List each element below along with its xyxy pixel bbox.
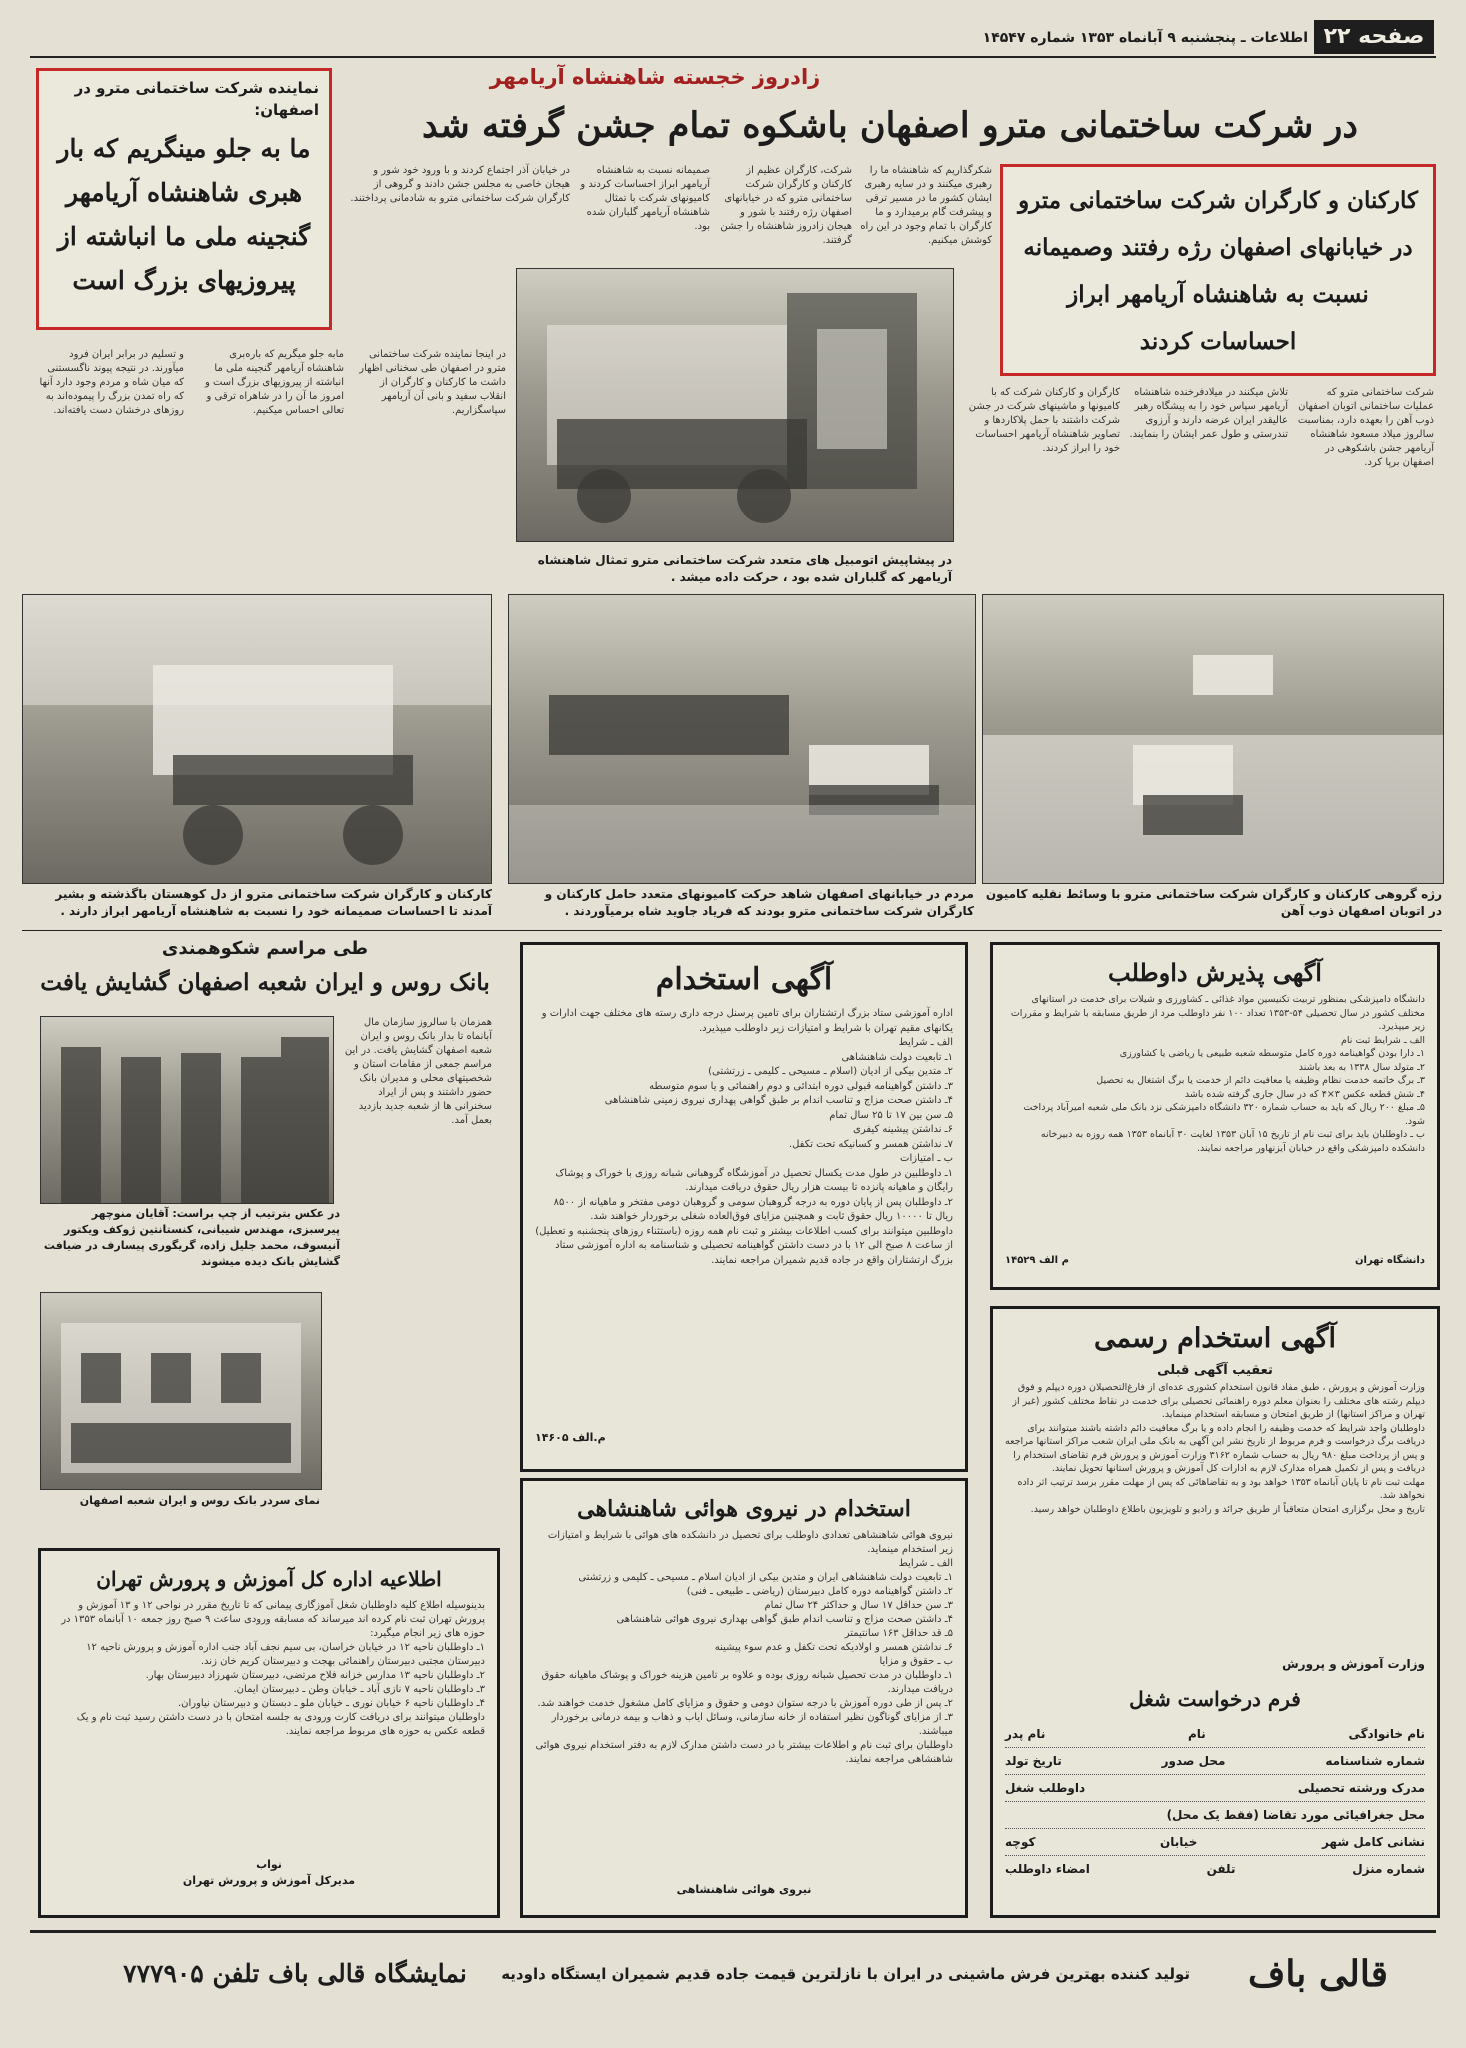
ad-recruit [520, 942, 968, 1472]
caption-convoy-highway: رژه گروهی کارکنان و کارگران شرکت ساختمانی مترو با وسائط نقلیه کامیون در اتوبان اصفهان ذوب آهن [985, 887, 1442, 918]
lead-side-col-3: کارگران و کارکنان شرکت که با کامیونها و ماشینهای شرکت در جشن شرکت داشتند با حمل پلاکاردها و تصاویر شاهنشاه آریامهر احساسات خود را ابراز کردند. [965, 387, 1120, 454]
photo-bank-facade [40, 1292, 322, 1490]
form-field: نام خانوادگی [1348, 1727, 1425, 1741]
photo-convoy-highway [982, 594, 1444, 884]
ad-airforce-body: نیروی هوائی شاهنشاهی تعدادی داوطلب برای تحصیل در دانشکده های هوائی با شرایط و امتیازات زیر استخدام مینماید. الف ـ شرایط ۱ـ تابعیت دولت شاهنشاهی ایران و متدین بیکی از ادیان اسلام ـ مسیحی ـ کلیمی و زرتشتی ۲ـ داشتن گواهینامه دوره کامل دبیرستان (ریاضی ـ طبیعی ـ فنی) ۳ـ سن حداقل ۱۷ سال و حداکثر ۲۴ سال تمام ۴ـ داشتن صحت مزاج و تناسب اندام طبق گواهی بهداری نیروی هوائی شاهنشاهی ۵ـ قد حداقل ۱۶۳ سانتیمتر ۶ـ نداشتن همسر و اولادیکه تحت تکفل و عدم سوء پیشینه ب ـ حقوق و مزایا ۱ـ داوطلبان در مدت تحصیل شبانه روزی بوده و علاوه بر تامین هزینه خوراک و پوشاک ماهیانه حقوق دریافت میدارند. ۲ـ پس از طی دوره آموزش با درجه ستوان دومی و حقوق و مزایای کامل مشغول خدمت خواهند شد. ۳ـ از مزایای گوناگون نظیر استفاده از خانه سازمانی، وسائل ایاب و ذهاب و بیمه درمانی برخوردار میباشند. داوطلبان برای ثبت نام و اطلاعات بیشتر با در دست داشتن مدارک لازم به دفتر استخدام نیروی هوائی شاهنشاهی مراجعه نمایند. [535, 1530, 953, 1765]
section-rule [22, 930, 1442, 931]
bottom-ad-tagline: تولید کننده بهترین فرش ماشینی در ایران با نازلترین قیمت جاده قدیم شمیران ایستگاه داودیه [501, 1965, 1190, 1983]
lead-body-col-4: در خیابان آذر اجتماع کردند و با ورود خود شور و هیجان خاصی به مجلس جشن دادند و گروهی از کارگران شرکت ساختمانی مترو به شادمانی پرداختند. [350, 165, 570, 204]
quote-box-quote: ما به جلو مینگریم که بار هبری شاهنشاه آریامهر گنجینه ملی ما انباشته از پیروزیهای بزرگ است [57, 134, 311, 295]
form-field: مدرک ورشته تحصیلی [1297, 1781, 1425, 1795]
form-field: تلفن [1206, 1862, 1236, 1876]
page-number-box: صفحه ۲۲ [1314, 20, 1434, 54]
form-field: شماره شناسنامه [1325, 1754, 1425, 1768]
ad-volunteer-code: م الف ۱۴۵۲۹ [1005, 1255, 1069, 1266]
job-form [1005, 1721, 1425, 1882]
ad-volunteer-signature: دانشگاه تهران [1355, 1255, 1425, 1266]
caption-convoy-street: مردم در خیابانهای اصفهان شاهد حرکت کامیونهای متعدد حامل کارکنان و کارگران شرکت ساختمانی مترو بودند که فریاد جاوید شاه برمیآوردند . [544, 887, 974, 918]
bottom-ad-showroom: نمایشگاه قالی باف تلفن ۷۷۷۹۰۵ [123, 1959, 467, 1988]
caption-bank-facade: نمای سردر بانک روس و ایران شعبه اصفهان [79, 1494, 320, 1507]
masthead-rule [30, 56, 1436, 58]
form-field: خیابان [1160, 1835, 1198, 1849]
ad-airforce-signature: نیروی هوائی شاهنشاهی [676, 1883, 812, 1896]
form-field: محل جغرافیائی مورد تقاضا (فقط یک محل) [1166, 1808, 1425, 1822]
lead-side-col-2: تلاش میکنند در میلادفرخنده شاهنشاه آریامهر سپاس خود را به پیشگاه رهبر عالیقدر ایران عرضه دارند و آرزوی تندرستی و طول عمر ایشان را بنمایند. [1129, 387, 1288, 440]
caption-truck-mountains: کارکنان و کارگران شرکت ساختمانی مترو از دل کوهستان باگذشته و بشیر آمدند تا احساسات صمیمانه خود را نسبت به شاهنشاه آریامهر ابراز دارند . [55, 887, 492, 918]
ad-recruit-title: آگهی استخدام [655, 962, 833, 997]
form-field: شماره منزل [1352, 1862, 1425, 1876]
bank-kicker: طی مراسم شکوهمندی [161, 938, 369, 959]
form-title: فرم درخواست شغل [1129, 1687, 1301, 1711]
ad-airforce-title: استخدام در نیروی هوائی شاهنشاهی [577, 1496, 911, 1522]
footer-rule [30, 1930, 1436, 1933]
form-field: نام [1187, 1727, 1206, 1741]
form-field: محل صدور [1161, 1754, 1226, 1768]
ad-airforce [520, 1478, 968, 1918]
lead-lower-col-2: مابه جلو میگریم که باره‌بری شاهنشاه آریامهر گنجینه ملی ما انباشته از پیروزیهای بزرگ است و امروز ما آن را در شاهراه ترقی و تعالی احساس میکنیم. [201, 349, 344, 416]
form-field: داوطلب شغل [1005, 1781, 1086, 1795]
ad-official [990, 1306, 1440, 1918]
ad-volunteer-title: آگهی پذیرش داوطلب [1108, 958, 1322, 987]
lead-body-col-2: شرکت، کارگران عظیم از کارکنان و کارگران شرکت ساختمانی مترو که در خیابانهای اصفهان رژه رفتند با شور و هیجان زادروز شاهنشاه را جشن گرفتند. [717, 165, 852, 246]
form-field: کوچه [1005, 1835, 1036, 1849]
ad-official-body: وزارت آموزش و پرورش ، طبق مفاد قانون استخدام کشوری عده‌ای از فارغ‌التحصیلان دوره دیپلم و فوق دیپلم رشته های مختلف را بعنوان معلم دوره راهنمائی تحصیلی برای خدمت در نقاط مختلف کشور (غیر از تهران و مراکز استانها) از طریق امتحان و مسابقه استخدام مینماید. داوطلبان واجد شرایط که خدمت وظیفه را انجام داده و یا برگ معافیت دائم داشته باشند میتوانند برای دریافت برگ درخواست و فرم مربوط از تاریخ نشر این آگهی به بانک ملی ایران شعب مراکز استانها مراجعه و پس از پرداخت مبلغ ۹۸۰ ریال به حساب شماره ۳۱۶۲ وزارت آموزش و پرورش فرم تقاضای استخدام را دریافت و پس از تکمیل همراه مدارک لازم به ادارات کل آموزش و پرورش استانها تحویل نمایند. مهلت ثبت نام تا پایان آبانماه ۱۳۵۳ خواهد بود و به تقاضاهائی که پس از مهلت مقرر برسد ترتیب اثر داده نخواهد شد. تاریخ و محل برگزاری امتحان متعاقباً از طریق جرائد و رادیو و تلویزیون باطلاع داوطلبان خواهد رسید. [1005, 1382, 1425, 1515]
photo-bank-officials [40, 1016, 334, 1204]
caption-portrait-truck: در پیشاپیش اتومبیل های متعدد شرکت ساختمانی مترو تمثال شاهنشاه آریامهر که گلباران شده بود ، حرکت داده میشد . [537, 553, 952, 584]
form-field: تاریخ تولد [1005, 1754, 1062, 1768]
ad-recruit-code: م.الف ۱۴۶۰۵ [535, 1431, 606, 1444]
lead-body-col-1: شکرگذاریم که شاهنشاه ما را رهبری میکنند و در سایه رهبری ایشان کشور ما در مسیر ترقی و پیشرفت گام برمیدارد و ما کارگران با تمام وجود در این راه کوشش میکنیم. [857, 165, 992, 246]
ad-official-subtitle: تعقیب آگهی قبلی [1157, 1363, 1273, 1378]
lead-lower-col-1: و تسلیم در برابر ایران فرود میآورند. در نتیجه پیوند ناگسستنی که میان شاه و مردم وجود دارد آنها که راه تمدن بزرگ را پیموده‌اند به روزهای درخشان دست یافته‌اند. [36, 349, 184, 416]
lead-body-col-3: صمیمانه نسبت به شاهنشاه آریامهر ابراز احساسات کردند و کامیونهای شرکت با تمثال شاهنشاه آریامهر گلباران شده بود. [577, 165, 710, 232]
ad-recruit-body: اداره آموزشی ستاد بزرگ ارتشتاران برای تامین پرسنل درجه داری رسته های مختلف جهت ادارات و یکانهای مقیم تهران با شرایط و امتیازات زیر داوطلب میپذیرد. الف ـ شرایط ۱ـ تابعیت دولت شاهنشاهی ۲ـ متدین بیکی از ادیان (اسلام ـ مسیحی ـ کلیمی ـ زرتشتی) ۳ـ داشتن گواهینامه قبولی دوره ابتدائی و دوم راهنمائی و یا سوم متوسطه ۴ـ داشتن صحت مزاج و تناسب اندام بر طبق گواهی پهداری نیروی زمینی شاهنشاهی ۵ـ سن بین ۱۷ تا ۲۵ سال تمام ۶ـ نداشتن پیشینه کیفری ۷ـ نداشتن همسر و کسانیکه تحت تکفل. ب ـ امتیازات ۱ـ داوطلبین در طول مدت یکسال تحصیل در آموزشگاه گروهبانی شبانه روزی با خوراک و پوشاک رایگان و ماهیانه پانزده تا بیست هزار ریال حقوق دریافت میدارند. ۲ـ داوطلبان پس از پایان دوره به درجه گروهبان سومی و گروهبان دومی مفتخر و ماهیانه از ۸۵۰۰ ریال تا ۱۰۰۰۰ ریال حقوق ثابت و همچنین مزایای فوق‌العاده شغلی برخوردار خواهند شد. داوطلبین میتوانند برای کسب اطلاعات بیشتر و ثبت نام همه روزه (باستثناء روزهای پنجشنبه و تعطیل) از ساعت ۸ صبح الی ۱۲ با در دست داشتن گواهینامه تحصیلی و شناسنامه به اداره آموزشی ستاد بزرگ ارتشتاران واقع در جاده قدیم شمیران مراجعه نمایند. [535, 1008, 953, 1266]
ad-volunteer [990, 942, 1440, 1290]
quote-box-lead: نماینده شرکت ساختمانی مترو در اصفهان: [74, 79, 319, 119]
lead-subhead-box: کارکنان و کارگران شرکت ساختمانی مترو در خیابانهای اصفهان رژه رفتند وصمیمانه نسبت به شاهنشاه آریامهر ابراز احساسات کردند [1000, 164, 1436, 376]
form-field: نام پدر [1005, 1727, 1046, 1741]
ad-tehran [38, 1548, 500, 1918]
lead-kicker: زادروز خجسته شاهنشاه آریامهر [489, 65, 821, 89]
ad-official-title: آگهی استخدام رسمی [1094, 1323, 1336, 1354]
form-field: نشانی کامل شهر [1321, 1835, 1425, 1849]
lead-headline: در شرکت ساختمانی مترو اصفهان باشکوه تمام جشن گرفته شد [421, 105, 1358, 146]
bank-headline: بانک روس و ایران شعبه اصفهان گشایش یافت [40, 969, 490, 996]
lead-lower-col-3: در اینجا نماینده شرکت ساختمانی مترو در اصفهان طی سخنانی اظهار داشت ما کارکنان و کارگران از انقلاب سفید و بانی آن آریامهر سپاسگزاریم. [356, 349, 506, 416]
ad-tehran-title: اطلاعیه اداره کل آموزش و پرورش تهران [96, 1567, 442, 1591]
bottom-ad-brand: قالی باف [1248, 1953, 1388, 1995]
quote-box [36, 68, 332, 330]
ad-official-signature: وزارت آموزش و پرورش [1282, 1657, 1425, 1671]
form-field: امضاء داوطلب [1005, 1862, 1090, 1876]
bank-body: همزمان با سالروز سازمان مال آبانماه تا بدار بانک روس و ایران شعبه اصفهان گشایش یافت. در این مراسم جمعی از مقامات استان و شخصیتهای محلی و مدیران بانک حضور داشتند و پس از ایراد سخنرانی ها از شعبه جدید بازدید بعمل آمد. [341, 1017, 492, 1126]
ad-tehran-signature-title: مدیرکل آموزش و پرورش تهران [182, 1874, 356, 1887]
lead-side-col-1: شرکت ساختمانی مترو که عملیات ساختمانی اتوبان اصفهان ذوب آهن را بعهده دارد، بمناسبت سالروز میلاد مسعود شاهنشاه آریامهر جشن باشکوهی در اصفهان برپا کرد. [1294, 387, 1434, 468]
photo-portrait-truck [516, 268, 954, 542]
ad-tehran-signature-name: نواب [256, 1858, 282, 1871]
photo-convoy-street [508, 594, 976, 884]
caption-bank-officials: در عکس بترتیب از چپ براست: آقایان منوچهر پیرسبزی، مهندس شیبانی، کنستانتین ژوکف ویکتور آنیسوف، محمد جلیل زاده، گریگوری پیسارف در ضیافت گشایش بانک دیده میشوند [43, 1207, 340, 1268]
ad-volunteer-body: دانشگاه دامپزشکی بمنظور تربیت تکنیسین مواد غذائی ـ کشاورزی و شیلات برای خدمت در استانهای مختلف کشور در سال تحصیلی ۵۴-۱۳۵۳ تعداد ۱۰۰ نفر داوطلب مرد از طریق مسابقه با شرایط و مقررات زیر میپذیرد. الف ـ شرایط ثبت نام ۱ـ دارا بودن گواهینامه دوره کامل متوسطه شعبه طبیعی یا ریاضی یا کشاورزی ۲ـ متولد سال ۱۳۳۸ به بعد باشند ۳ـ برگ خاتمه خدمت نظام وظیفه یا معافیت دائم از خدمت یا برگ اشتغال به تحصیل ۴ـ شش قطعه عکس ۳×۴ که در سال جاری گرفته شده باشد ۵ـ مبلغ ۲۰۰ ریال که باید به حساب شماره ۳۲۰ دانشگاه دامپزشکی نزد بانک ملی شعبه امیرآباد پرداخت شود. ب ـ داوطلبان باید برای ثبت نام از تاریخ ۱۵ آبان ۱۳۵۳ لغایت ۳۰ آبانماه ۱۳۵۳ همه روزه به دبیرخانه دانشکده دامپزشکی واقع در خیابان آیزنهاور مراجعه نمایند. [1010, 994, 1425, 1154]
issue-line: اطلاعات ـ پنجشنبه ۹ آبانماه ۱۳۵۳ شماره ۱۴۵۴۷ [982, 30, 1308, 46]
photo-truck-mountains [22, 594, 492, 884]
ad-tehran-body: بدینوسیله اطلاع کلیه داوطلبان شغل آموزگاری پیمانی که تا تاریخ مقرر در نواحی ۱۲ و ۱۳ آموزش و پرورش تهران ثبت نام کرده اند میرساند که مسابقه ورودی ساعت ۹ صبح روز جمعه ۱۰ آبانماه ۱۳۵۳ در حوزه های زیر انجام میگیرد: ۱ـ داوطلبان ناحیه ۱۲ در خیابان خراسان، بی سیم نجف آباد جنب اداره آموزش و پرورش ناحیه ۱۲ دبیرستان مجتبی دبیرستان راهنمائی بهجت و دبیرستان کریم خان زند. ۲ـ داوطلبان ناحیه ۱۳ مدارس خزانه فلاح مرتضی، دبیرستان شهرزاد دبیرستان بهار. ۳ـ داوطلبان ناحیه ۷ نازی آباد ـ خیابان وطن ـ دبیرستان ایمان. ۴ـ داوطلبان ناحیه ۶ خیابان نوری ـ خیابان ملو ـ دبستان و دبیرستان نیاوران. داوطلبان میتوانند برای دریافت کارت ورودی به جلسه امتحان با در دست داشتن رسید ثبت نام و یک قطعه عکس به حوزه های مربوط مراجعه نمایند. [61, 1600, 485, 1737]
